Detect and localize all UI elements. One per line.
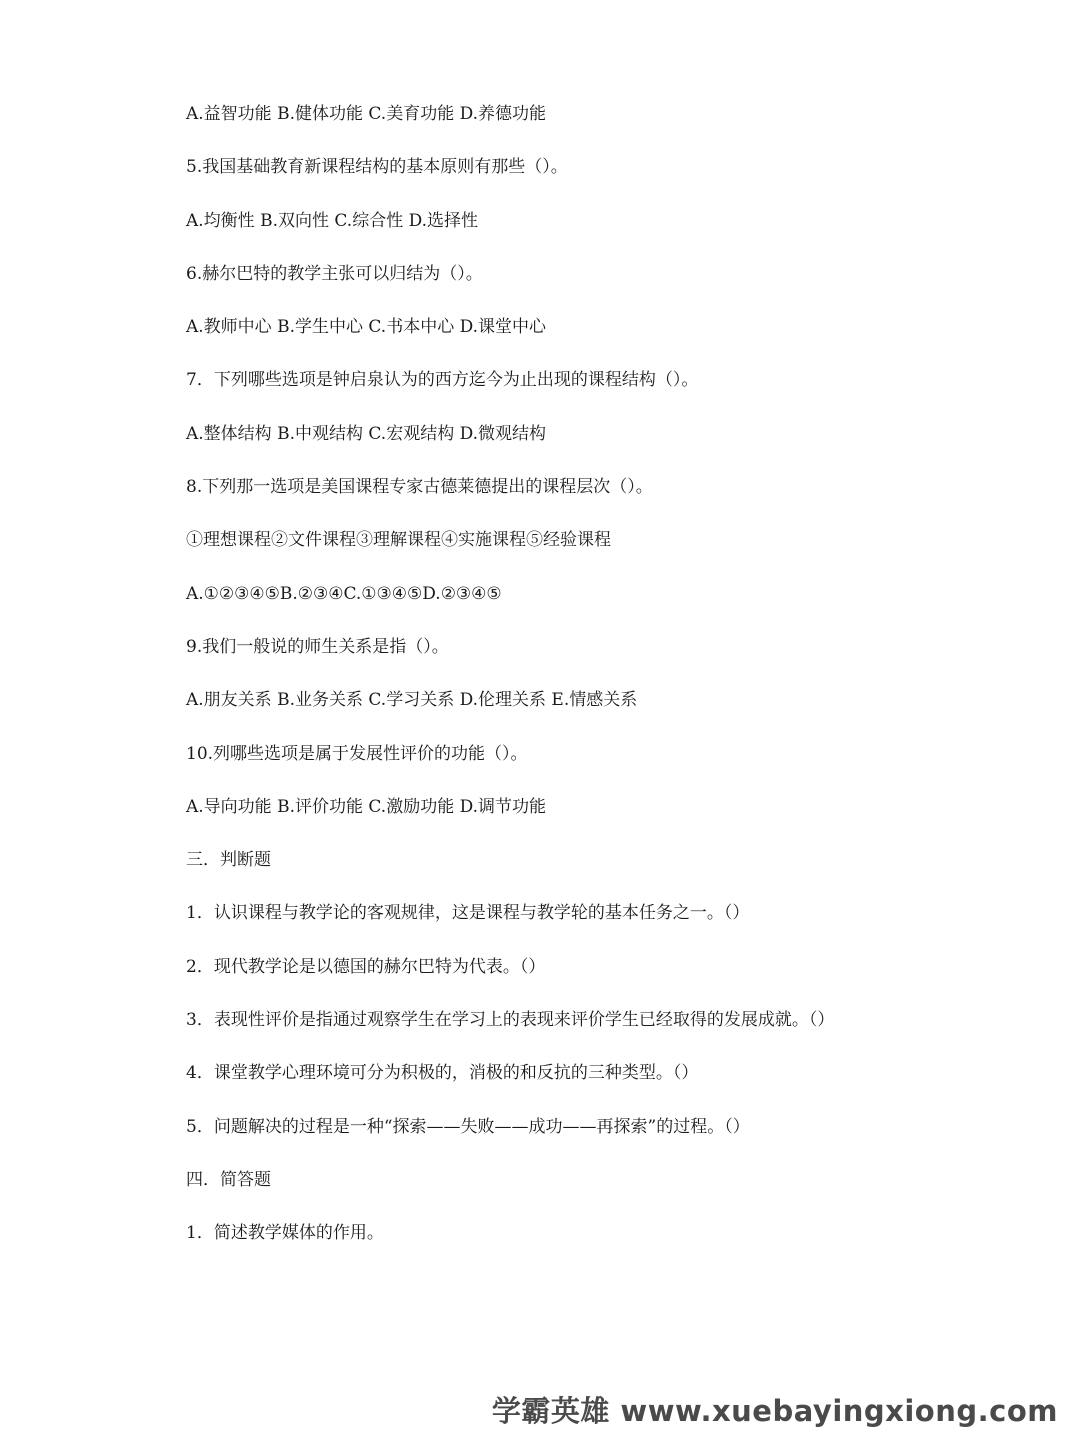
- question-line: 5．问题解决的过程是一种“探索——失败——成功——再探索”的过程。（）: [186, 1116, 750, 1137]
- question-line: 2．现代教学论是以德国的赫尔巴特为代表。（）: [186, 956, 546, 977]
- question-line: 7．下列哪些选项是钟启泉认为的西方迄今为止出现的课程结构（）。: [186, 370, 699, 391]
- option-line: A.导向功能 B.评价功能 C.激励功能 D.调节功能: [186, 796, 547, 817]
- document-body: [186, 101, 1046, 1274]
- watermark-text: 学霸英雄 www.xuebayingxiong.com: [491, 1394, 1058, 1428]
- question-line: 1．认识课程与教学论的客观规律，这是课程与教学轮的基本任务之一。（）: [186, 903, 750, 924]
- option-line: A.教师中心 B.学生中心 C.书本中心 D.课堂中心: [186, 317, 547, 338]
- question-line: 3．表现性评价是指通过观察学生在学习上的表现来评价学生已经取得的发展成就。（）: [186, 1010, 835, 1031]
- question-line: 4．课堂教学心理环境可分为积极的，消极的和反抗的三种类型。（）: [186, 1063, 699, 1084]
- option-line: A.益智功能 B.健体功能 C.美育功能 D.养德功能: [186, 104, 547, 124]
- question-line: 1．简述教学媒体的作用。: [186, 1223, 384, 1244]
- option-line: A.朋友关系 B.业务关系 C.学习关系 D.伦理关系 E.情感关系: [186, 690, 638, 711]
- question-line: 10.列哪些选项是属于发展性评价的功能（）。: [186, 743, 528, 764]
- item-list-line: ①理想课程②文件课程③理解课程④实施课程⑤经验课程: [186, 530, 611, 551]
- section-heading: 四．简答题: [186, 1169, 271, 1190]
- question-line: 6.赫尔巴特的教学主张可以归结为（）。: [186, 263, 483, 284]
- option-line: A.①②③④⑤B.②③④C.①③④⑤D.②③④⑤: [186, 583, 502, 604]
- question-line: 8.下列那一选项是美国课程专家古德莱德提出的课程层次（）。: [186, 477, 653, 498]
- option-line: A.均衡性 B.双向性 C.综合性 D.选择性: [186, 210, 479, 231]
- option-line: A.整体结构 B.中观结构 C.宏观结构 D.微观结构: [186, 423, 547, 444]
- question-line: 5.我国基础教育新课程结构的基本原则有那些（）。: [186, 157, 568, 178]
- section-heading: 三．判断题: [186, 850, 271, 871]
- question-line: 9.我们一般说的师生关系是指（）。: [186, 636, 449, 657]
